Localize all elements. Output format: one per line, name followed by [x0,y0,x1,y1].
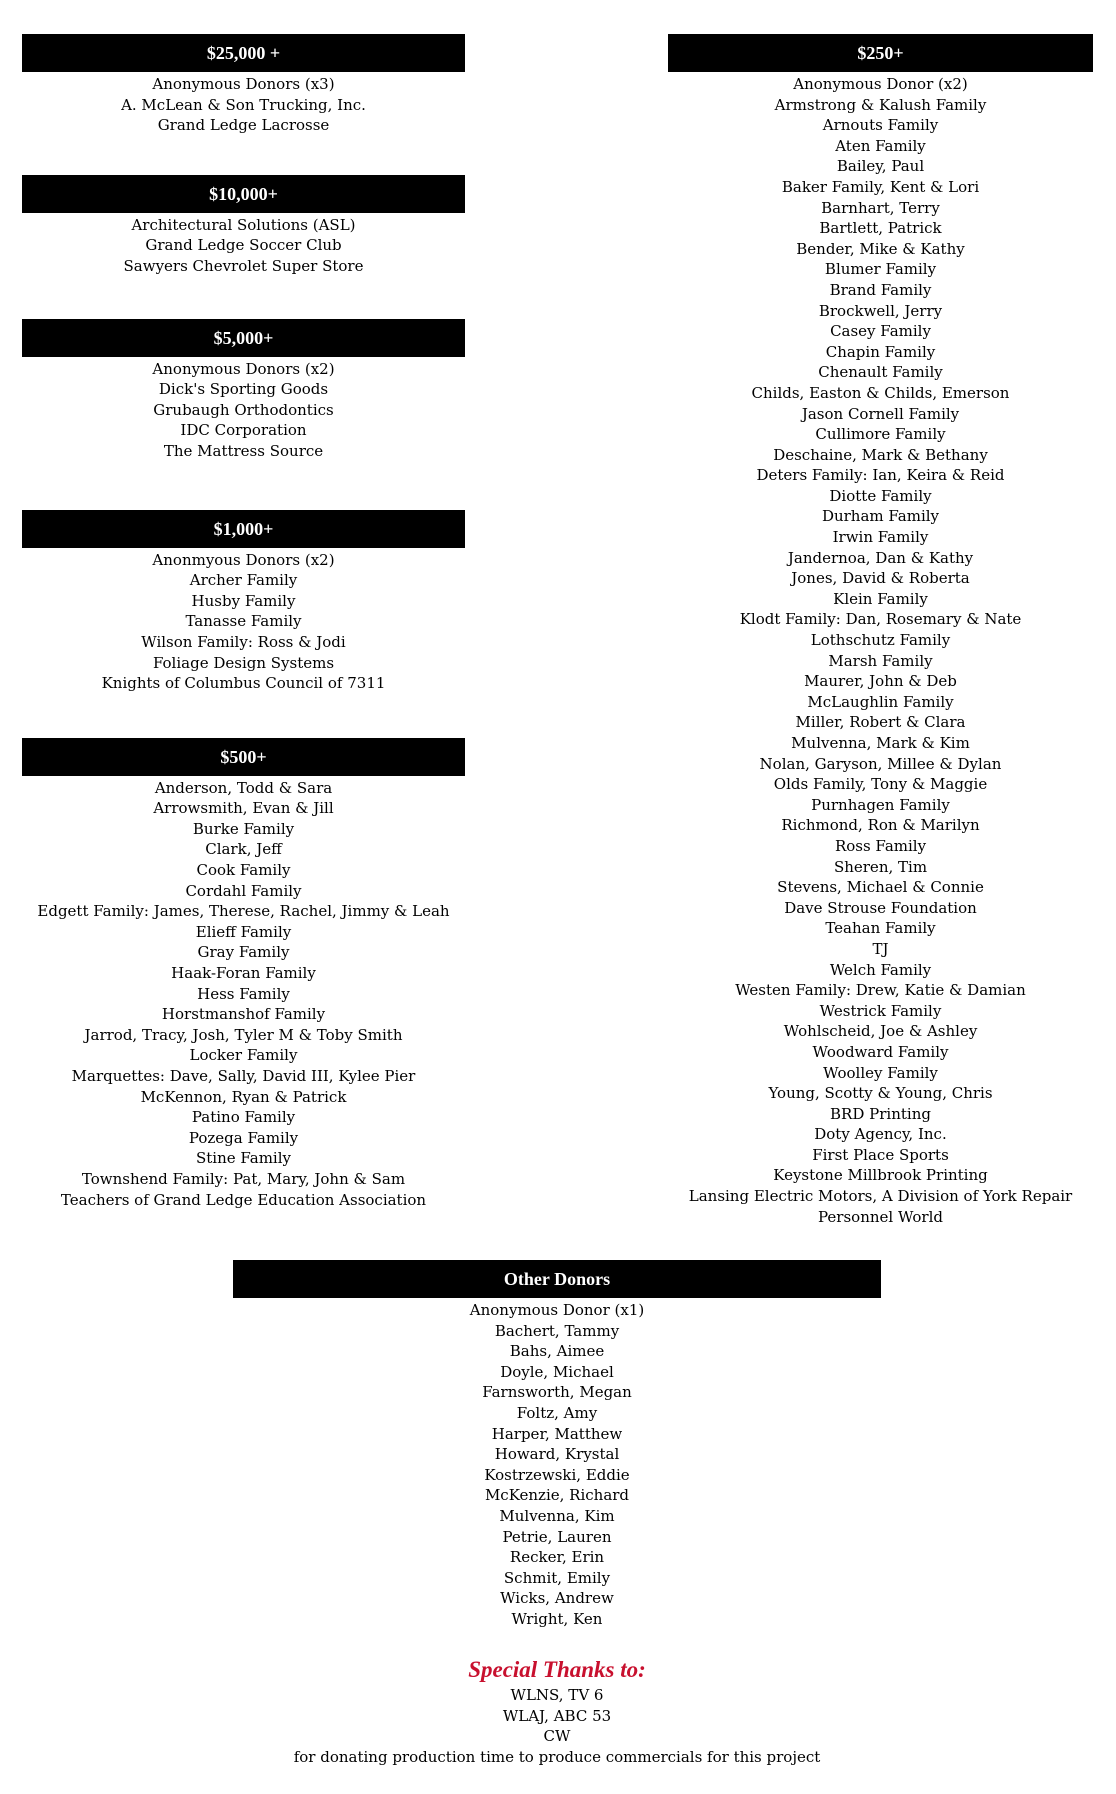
donor-name: Bartlett, Patrick [819,219,942,238]
donor-name: Sheren, Tim [833,857,928,876]
donor-name: Deters Family: Ian, Keira & Reid [756,466,1005,485]
donor-name: Haak-Foran Family [171,964,316,983]
section-header: $5,000+ [22,319,465,357]
donor-name: A. McLean & Son Trucking, Inc. [121,95,366,114]
donor-name: Woodward Family [812,1042,949,1061]
donor-name: Grand Ledge Soccer Club [145,236,342,255]
donor-name: BRD Printing [830,1104,931,1123]
section-5000 [22,319,465,462]
special-thanks-line: WLNS, TV 6 [510,1686,604,1704]
donor-name: Edgett Family: James, Therese, Rachel, Jimmy & Leah [37,902,450,921]
donor-name: Grand Ledge Lacrosse [157,116,330,135]
donor-name: Tanasse Family [185,612,302,631]
donor-name: Architectural Solutions (ASL) [131,215,356,234]
donor-name: Chapin Family [825,342,936,361]
section-header: $25,000 + [22,34,465,72]
special-thanks [233,1655,881,1767]
donor-name: Olds Family, Tony & Maggie [773,775,988,794]
donor-name: Richmond, Ron & Marilyn [781,816,980,835]
donor-name: Keystone Millbrook Printing [773,1166,988,1185]
donor-name: Bailey, Paul [836,157,925,176]
donor-name: Westrick Family [819,1001,942,1020]
donor-name: Aten Family [835,136,926,155]
section-250 [668,34,1093,1227]
right-column [668,34,1093,1227]
donor-name: Durham Family [821,507,940,526]
donor-name: Cook Family [196,861,291,880]
donor-name: Hess Family [197,984,290,1003]
donor-name: Recker, Erin [509,1548,605,1567]
donor-name: Barnhart, Terry [821,198,940,217]
donor-name: Howard, Krystal [494,1445,620,1464]
donor-name: McKenzie, Richard [484,1486,630,1505]
donor-list [22,776,465,1210]
donor-name: Jandernoa, Dan & Kathy [787,548,974,567]
section-header: $1,000+ [22,510,465,548]
donor-name: Sawyers Chevrolet Super Store [123,256,364,275]
donor-name: McKennon, Ryan & Patrick [140,1087,347,1106]
donor-name: Doyle, Michael [500,1362,614,1381]
donor-name: Elieff Family [195,922,292,941]
donor-name: Townshend Family: Pat, Mary, John & Sam [81,1169,406,1188]
section-header: $10,000+ [22,175,465,213]
donor-name: Dick's Sporting Goods [158,380,329,399]
donor-list [668,72,1093,1227]
donor-name: Jarrod, Tracy, Josh, Tyler M & Toby Smith [84,1025,403,1044]
donor-name: Pozega Family [188,1128,299,1147]
donor-name: Miller, Robert & Clara [795,713,966,732]
donor-name: Cordahl Family [185,881,302,900]
donor-name: Arrowsmith, Evan & Jill [153,799,334,818]
section-header: $250+ [668,34,1093,72]
donor-name: Anonymous Donor (x1) [469,1301,645,1319]
other-donors-column [233,1260,881,1630]
donor-name: Westen Family: Drew, Katie & Damian [735,981,1026,1000]
donor-name: Gray Family [197,943,290,962]
donor-name: Wicks, Andrew [500,1589,614,1608]
donor-name: Anonymous Donor (x2) [793,75,968,93]
special-thanks-line: CW [543,1727,571,1746]
donor-name: Klodt Family: Dan, Rosemary & Nate [739,610,1022,629]
donor-name: Clark, Jeff [205,840,282,859]
donor-name: Klein Family [833,589,928,608]
donor-name: Husby Family [191,591,296,610]
donor-name: Casey Family [830,322,931,341]
donor-name: Dave Strouse Foundation [784,898,977,917]
donor-name: Kostrzewski, Eddie [484,1465,630,1484]
donor-name: Maurer, John & Deb [804,672,957,691]
donor-list [22,72,465,136]
donor-name: McLaughlin Family [807,692,954,711]
section-1000 [22,510,465,694]
donor-name: Teachers of Grand Ledge Education Association [60,1190,427,1209]
donor-name: Marsh Family [828,651,933,670]
donor-name: Arnouts Family [822,116,939,135]
donor-name: Childs, Easton & Childs, Emerson [751,383,1010,402]
donor-name: Patino Family [191,1108,296,1127]
donor-name: Lothschutz Family [810,631,951,650]
donor-name: Anonymous Donors (x3) [152,75,335,93]
donor-name: Burke Family [192,819,295,838]
donor-name: Foliage Design Systems [152,653,335,672]
donor-name: Doty Agency, Inc. [814,1125,947,1144]
donor-name: Bahs, Aimee [509,1342,605,1361]
donor-name: Jones, David & Roberta [791,569,970,588]
donor-name: Deschaine, Mark & Bethany [773,445,988,464]
donor-list [22,213,465,277]
donor-name: Armstrong & Kalush Family [774,95,987,114]
donor-name: Nolan, Garyson, Millee & Dylan [759,754,1002,773]
section-other-donors [233,1260,881,1630]
donor-name: Wright, Ken [511,1609,603,1628]
donor-name: Mulvenna, Mark & Kim [791,734,970,752]
donor-name: Grubaugh Orthodontics [153,400,334,419]
donor-name: Stine Family [195,1149,292,1168]
special-thanks-note: for donating production time to produce commercials for this project [293,1747,821,1766]
donor-name: Anonymous Donors (x2) [152,359,335,378]
donor-name: Horstmanshof Family [161,1005,326,1024]
donor-name: Brockwell, Jerry [818,301,943,320]
donor-name: Anderson, Todd & Sara [154,778,333,797]
special-thanks-list [233,1685,881,1767]
donor-name: Archer Family [189,571,298,590]
donor-name: Personnel World [818,1207,943,1226]
donor-name: Jason Cornell Family [801,404,960,423]
donor-name: Chenault Family [818,363,943,382]
donor-name: Wilson Family: Ross & Jodi [141,632,346,651]
section-10000 [22,175,465,277]
donor-name: The Mattress Source [163,441,324,460]
left-column [22,34,465,1210]
donor-name: Teahan Family [825,919,936,938]
donor-name: Harper, Matthew [491,1424,623,1443]
special-thanks-title: Special Thanks to: [468,1657,646,1682]
donor-name: Blumer Family [824,260,937,279]
section-25000 [22,34,465,136]
donor-name: IDC Corporation [180,421,307,440]
special-thanks-line: WLAJ, ABC 53 [502,1706,612,1725]
donor-name: Knights of Columbus Council of 7311 [101,674,386,693]
donor-name: Ross Family [834,836,927,855]
donor-name: Diotte Family [829,486,932,505]
donor-name: Cullimore Family [815,425,946,444]
section-header: Other Donors [233,1260,881,1298]
donor-name: Welch Family [829,960,932,979]
donor-name: Marquettes: Dave, Sally, David III, Kylee Pier [71,1067,416,1085]
donor-name: Woolley Family [823,1063,938,1082]
donor-name: Young, Scotty & Young, Chris [768,1084,993,1103]
donor-name: Anonmyous Donors (x2) [152,550,335,569]
donor-name: Locker Family [189,1046,298,1065]
donor-name: First Place Sports [812,1145,949,1164]
donor-name: Bachert, Tammy [494,1321,620,1340]
donor-name: Petrie, Lauren [502,1527,612,1546]
donor-name: Brand Family [829,280,932,299]
donor-name: Lansing Electric Motors, A Division of York Repair [688,1187,1073,1206]
donor-name: Foltz, Amy [516,1403,598,1422]
section-header: $500+ [22,738,465,776]
section-500 [22,738,465,1210]
donor-name: Mulvenna, Kim [499,1506,615,1525]
donor-list [22,357,465,462]
donor-list [22,548,465,694]
donor-name: Purnhagen Family [811,795,950,814]
donor-name: Irwin Family [832,528,929,547]
donor-name: Farnsworth, Megan [482,1383,632,1402]
donor-name: Stevens, Michael & Connie [777,878,984,897]
donor-name: Bender, Mike & Kathy [796,239,965,258]
donor-name: Baker Family, Kent & Lori [781,177,980,196]
donor-name: TJ [872,939,889,958]
donor-name: Schmit, Emily [503,1568,611,1587]
donor-name: Wohlscheid, Joe & Ashley [783,1022,978,1041]
donor-list [233,1298,881,1630]
